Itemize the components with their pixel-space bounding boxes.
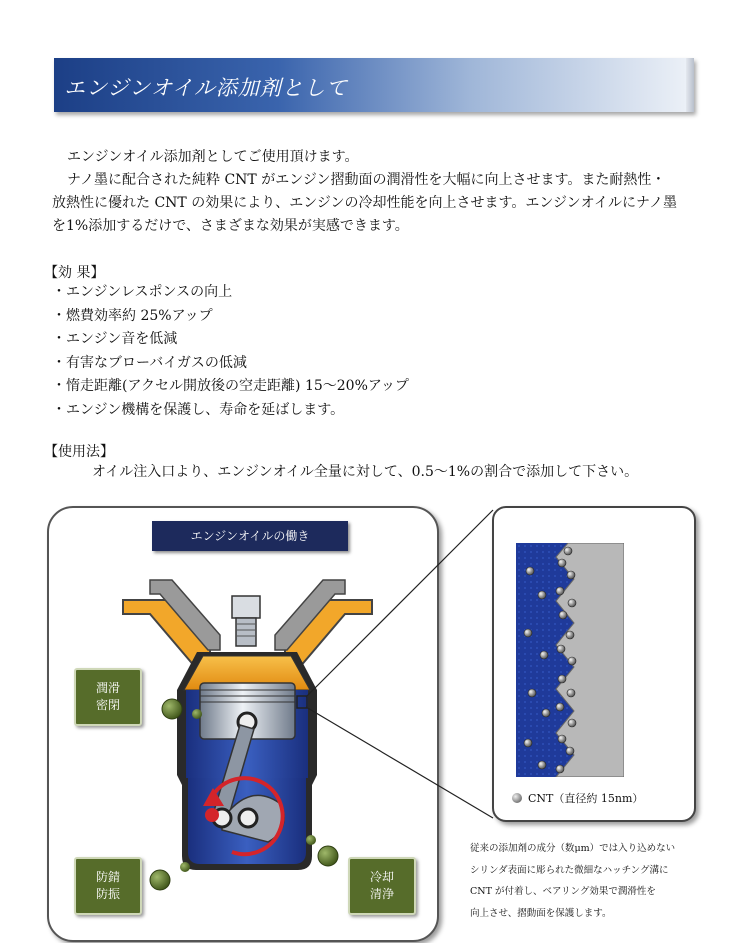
diagram-title: エンジンオイルの働き	[152, 521, 348, 551]
list-item: ・エンジン音を低減	[52, 331, 178, 347]
usage-text: オイル注入口より、エンジンオイル全量に対して、0.5～1%の割合で添加して下さい。	[92, 464, 639, 480]
list-item: ・エンジンレスポンスの向上	[52, 284, 233, 300]
caption-line: シリンダ表面に彫られた微細なハッチング溝に	[470, 864, 669, 876]
cnt-legend	[512, 790, 643, 806]
list-item: ・有害なブローバイガスの低減	[52, 354, 247, 371]
oil-indicator-dot	[192, 709, 202, 719]
rustproof-vibration-label	[74, 857, 142, 915]
usage-heading: 【使用法】	[44, 444, 114, 460]
label-line: 冷却	[369, 870, 394, 884]
label-line: 清浄	[369, 887, 394, 901]
list-item: ・エンジン機構を保護し、寿命を延ばします。	[52, 401, 345, 418]
lubrication-sealing-label	[74, 668, 142, 726]
cnt-caption	[470, 838, 675, 924]
cnt-particle-icon	[512, 793, 522, 803]
effects-heading: 【効 果】	[44, 265, 105, 281]
label-line: 密閉	[95, 698, 120, 712]
intro-line-1: エンジンオイル添加剤としてご使用頂けます。	[67, 149, 359, 165]
label-line: 防錆	[95, 870, 120, 884]
oil-indicator-dot	[162, 699, 182, 719]
caption-line: 向上させ、摺動面を保護します。	[470, 907, 612, 919]
intro-line-2: ナノ墨に配合された純粋 CNT がエンジン摺動面の潤滑性を大幅に向上させます。また耐熱性・	[67, 172, 666, 188]
intro-line-3: 放熱性に優れた CNT の効果により、エンジンの冷却性能を向上させます。エンジンオイルにナノ墨	[52, 195, 677, 211]
oil-indicator-dot	[180, 862, 190, 872]
caption-line: 従来の添加剤の成分（数μm）では入り込めない	[470, 843, 676, 854]
cnt-surface-illustration	[516, 543, 624, 777]
legend-label: CNT（直径約 15nm）	[528, 792, 644, 805]
oil-indicator-dot	[150, 870, 170, 890]
intro-line-4: を1%添加するだけで、さまざまな効果が実感できます。	[52, 218, 409, 234]
caption-line: CNT が付着し、ベアリング効果で潤滑性を	[470, 886, 656, 897]
page-title: エンジンオイル添加剤として	[64, 76, 348, 100]
oil-indicator-dot	[318, 846, 338, 866]
cooling-cleaning-label	[348, 857, 416, 915]
list-item: ・燃費効率約 25%アップ	[52, 307, 213, 324]
spark-plug	[232, 596, 260, 646]
label-line: 潤滑	[95, 681, 120, 695]
list-item: ・惰走距離(アクセル開放後の空走距離) 15～20%アップ	[52, 378, 409, 394]
label-line: 防振	[95, 887, 120, 901]
oil-indicator-dot	[306, 835, 316, 845]
